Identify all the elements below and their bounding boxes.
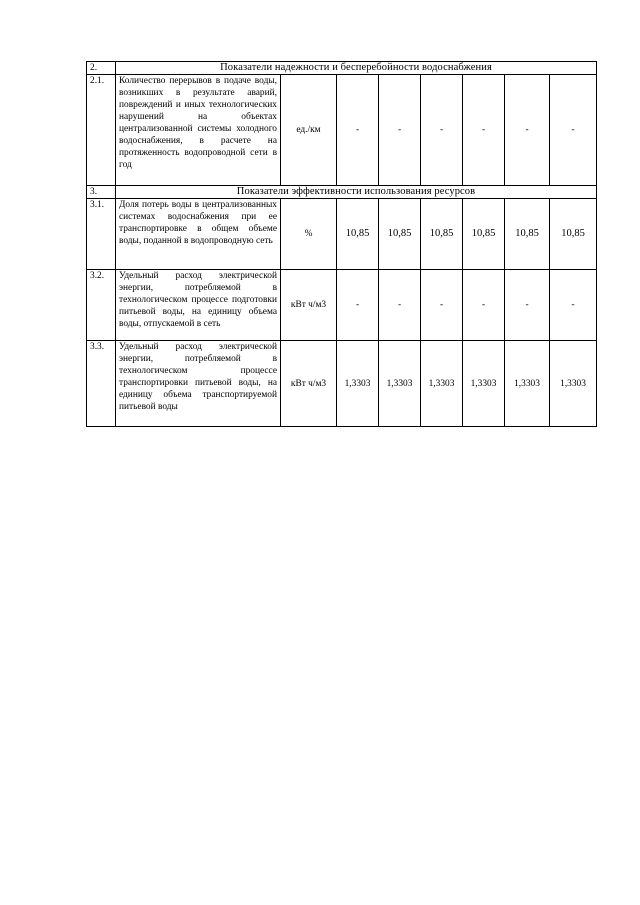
row-number: 3.3. xyxy=(87,341,116,427)
row-value: - xyxy=(505,270,550,341)
section-number: 2. xyxy=(87,62,116,75)
row-value: 1,3303 xyxy=(421,341,463,427)
row-value: 10,85 xyxy=(505,199,550,270)
row-description: Удельный расход электрической энергии, потребляемой в технологическом процессе подготовки питьевой воды, на единицу объема воды, отпускаемой в сеть xyxy=(116,270,281,341)
row-value: - xyxy=(505,75,550,186)
row-value: - xyxy=(337,270,379,341)
row-number: 3.1. xyxy=(87,199,116,270)
row-value: 1,3303 xyxy=(463,341,505,427)
table-row xyxy=(87,341,597,427)
section-header-row xyxy=(87,186,597,199)
row-value: - xyxy=(379,75,421,186)
table-row xyxy=(87,199,597,270)
row-description: Количество перерывов в подаче воды, возникших в результате аварий, повреждений и иных технологических нарушений на объектах централизованной системы холодного водоснабжения, в расчете на протяженность водопроводной сети в год xyxy=(116,75,281,186)
row-value: 10,85 xyxy=(337,199,379,270)
row-number: 3.2. xyxy=(87,270,116,341)
row-value: 10,85 xyxy=(550,199,597,270)
row-number: 2.1. xyxy=(87,75,116,186)
row-unit: ед./км xyxy=(281,75,337,186)
row-value: 1,3303 xyxy=(337,341,379,427)
row-value: 10,85 xyxy=(379,199,421,270)
row-unit: кВт ч/м3 xyxy=(281,341,337,427)
row-value: 1,3303 xyxy=(550,341,597,427)
row-value: 1,3303 xyxy=(505,341,550,427)
row-value: - xyxy=(421,270,463,341)
indicators-table xyxy=(86,61,597,427)
row-description: Удельный расход электрической энергии, потребляемой в технологическом процессе транспортировки питьевой воды, на единицу объема транспортируемой питьевой воды xyxy=(116,341,281,427)
row-value: - xyxy=(463,75,505,186)
section-number: 3. xyxy=(87,186,116,199)
section-title: Показатели надежности и бесперебойности водоснабжения xyxy=(116,62,597,75)
row-unit: кВт ч/м3 xyxy=(281,270,337,341)
section-header-row xyxy=(87,62,597,75)
row-description: Доля потерь воды в централизованных системах водоснабжения при ее транспортировке в общем объеме воды, поданной в водопроводную сеть xyxy=(116,199,281,270)
document-page xyxy=(86,61,596,427)
row-value: - xyxy=(379,270,421,341)
row-value: 10,85 xyxy=(421,199,463,270)
section-title: Показатели эффективности использования ресурсов xyxy=(116,186,597,199)
table-row xyxy=(87,75,597,186)
row-value: - xyxy=(337,75,379,186)
row-value: 10,85 xyxy=(463,199,505,270)
row-value: - xyxy=(550,270,597,341)
row-value: - xyxy=(463,270,505,341)
row-value: 1,3303 xyxy=(379,341,421,427)
row-value: - xyxy=(550,75,597,186)
table-row xyxy=(87,270,597,341)
row-unit: % xyxy=(281,199,337,270)
row-value: - xyxy=(421,75,463,186)
